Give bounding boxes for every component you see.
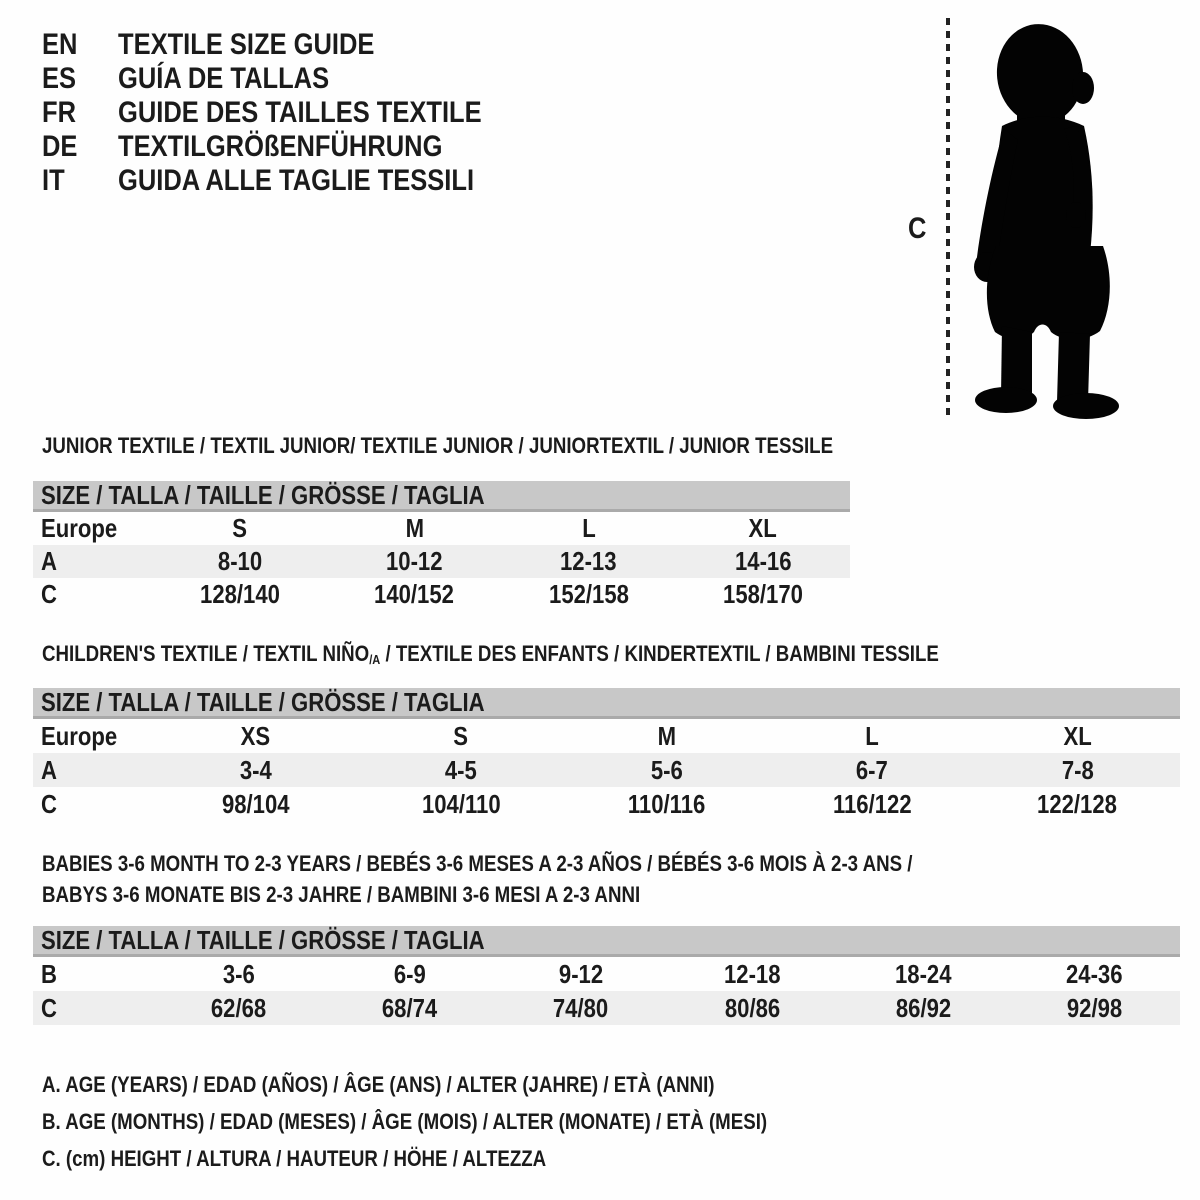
- size-cell: 8-10: [217, 546, 263, 576]
- size-cell: 14-16: [734, 546, 792, 576]
- table-row: [33, 957, 1180, 991]
- size-cell: S: [232, 513, 248, 543]
- size-cell: 128/140: [200, 579, 281, 609]
- language-row-en: [42, 28, 546, 62]
- table-row: [33, 545, 850, 578]
- language-code: FR: [42, 96, 76, 129]
- language-code: EN: [42, 28, 78, 61]
- size-cell: 9-12: [558, 958, 604, 989]
- size-cell: 12-13: [560, 546, 617, 576]
- language-title: GUÍA DE TALLAS: [118, 62, 330, 95]
- legend: [42, 1066, 895, 1177]
- legend-line-a: A. AGE (YEARS) / EDAD (AÑOS) / ÂGE (ANS) / ALTER (JAHRE) / ETÀ (ANNI): [42, 1072, 715, 1097]
- size-cell: 68/74: [382, 992, 438, 1023]
- size-cell: 92/98: [1066, 992, 1123, 1023]
- size-cell: XL: [748, 513, 777, 543]
- size-cell: 86/92: [895, 992, 951, 1023]
- size-cell: L: [865, 720, 879, 751]
- size-cell: 4-5: [445, 754, 478, 785]
- language-title: GUIDE DES TAILLES TEXTILE: [118, 96, 482, 129]
- table-row: [33, 787, 1180, 821]
- junior-size-table: [33, 481, 850, 611]
- size-cell: 74/80: [553, 992, 609, 1023]
- language-row-it: [42, 164, 546, 198]
- table-row: [33, 991, 1180, 1025]
- size-cell: 98/104: [221, 788, 290, 819]
- size-cell: 6-9: [393, 958, 426, 989]
- language-code: IT: [42, 164, 65, 197]
- language-title: TEXTILE SIZE GUIDE: [118, 28, 375, 61]
- language-row-de: [42, 130, 546, 164]
- row-label: C: [41, 788, 57, 819]
- size-cell: M: [405, 513, 424, 543]
- row-label: C: [41, 992, 57, 1023]
- toddler-silhouette-icon: [962, 14, 1146, 422]
- size-header-bar: SIZE / TALLA / TAILLE / GRÖSSE / TAGLIA: [33, 688, 1180, 719]
- size-header-bar: SIZE / TALLA / TAILLE / GRÖSSE / TAGLIA: [33, 481, 850, 512]
- language-header: [42, 28, 546, 198]
- children-section-title: CHILDREN'S TEXTILE / TEXTIL NIÑO/A / TEXTILE DES ENFANTS / KINDERTEXTIL / BAMBINI TESSILE: [42, 641, 939, 667]
- language-code: ES: [42, 62, 77, 95]
- table-row: [33, 512, 850, 545]
- babies-size-table: [33, 926, 1180, 1025]
- junior-section-title: JUNIOR TEXTILE / TEXTIL JUNIOR/ TEXTILE JUNIOR / JUNIORTEXTIL / JUNIOR TESSILE: [42, 433, 834, 458]
- size-header-bar: SIZE / TALLA / TAILLE / GRÖSSE / TAGLIA: [33, 926, 1180, 957]
- size-cell: 7-8: [1061, 754, 1094, 785]
- size-cell: M: [657, 720, 676, 751]
- size-cell: 3-4: [239, 754, 272, 785]
- language-title: GUIDA ALLE TAGLIE TESSILI: [118, 164, 475, 197]
- language-title: TEXTILGRÖßENFÜHRUNG: [118, 130, 443, 163]
- size-cell: 18-24: [895, 958, 952, 989]
- size-cell: XS: [240, 720, 271, 751]
- title-subscript: /A: [369, 652, 381, 667]
- size-cell: 116/122: [832, 788, 912, 819]
- size-cell: 10-12: [386, 546, 443, 576]
- size-cell: 3-6: [222, 958, 255, 989]
- size-cell: XL: [1063, 720, 1092, 751]
- table-row: [33, 753, 1180, 787]
- language-row-fr: [42, 96, 546, 130]
- size-cell: 5-6: [650, 754, 683, 785]
- size-cell: 158/170: [722, 579, 803, 609]
- children-size-table: [33, 688, 1180, 821]
- size-cell: 12-18: [723, 958, 781, 989]
- size-cell: 62/68: [210, 992, 267, 1023]
- size-cell: 152/158: [548, 579, 629, 609]
- row-label: B: [41, 958, 57, 989]
- height-measure-label: C: [908, 212, 927, 245]
- size-cell: 122/128: [1037, 788, 1118, 819]
- size-cell: 140/152: [374, 579, 455, 609]
- height-measure-line: [944, 18, 952, 420]
- legend-line-b: B. AGE (MONTHS) / EDAD (MESES) / ÂGE (MOIS) / ALTER (MONATE) / ETÀ (MESI): [42, 1109, 768, 1134]
- row-label: A: [41, 754, 57, 785]
- table-row: [33, 578, 850, 611]
- row-label: A: [41, 546, 57, 576]
- babies-section-title: BABIES 3-6 MONTH TO 2-3 YEARS / BEBÉS 3-6 MESES A 2-3 AÑOS / BÉBÉS 3-6 MOIS À 2-3 ANS / BABYS 3-6 MONATE BIS 2-3 JAHRE / BAMBINI 3-6 MESI A 2-3 ANNI: [42, 851, 913, 907]
- table-row: [33, 719, 1180, 753]
- size-cell: L: [581, 513, 596, 543]
- size-cell: S: [453, 720, 469, 751]
- size-cell: 24-36: [1066, 958, 1123, 989]
- language-row-es: [42, 62, 546, 96]
- size-cell: 104/110: [421, 788, 501, 819]
- row-label: Europe: [41, 720, 118, 751]
- row-label: C: [41, 579, 57, 609]
- legend-line-c: C. (cm) HEIGHT / ALTURA / HAUTEUR / HÖHE / ALTEZZA: [42, 1146, 547, 1171]
- size-cell: 110/116: [627, 788, 706, 819]
- language-code: DE: [42, 130, 78, 163]
- row-label: Europe: [41, 513, 118, 543]
- size-cell: 6-7: [855, 754, 888, 785]
- size-cell: 80/86: [724, 992, 780, 1023]
